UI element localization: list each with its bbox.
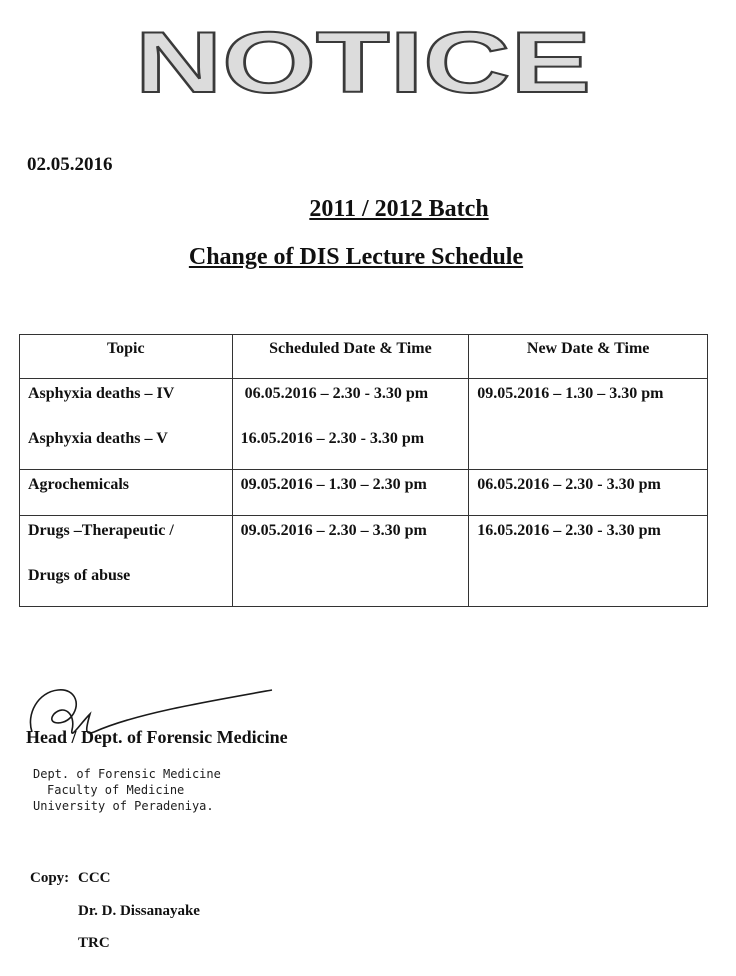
topic-cell bbox=[20, 470, 233, 516]
schedule-subtitle bbox=[0, 244, 736, 271]
stamp-line: Dept. of Forensic Medicine bbox=[33, 767, 221, 781]
new-cell bbox=[469, 516, 708, 607]
topic-line: Drugs of abuse bbox=[28, 567, 131, 584]
new-line bbox=[469, 424, 707, 469]
scheduled-cell bbox=[232, 379, 469, 470]
scheduled-line bbox=[233, 561, 469, 606]
column-header-new: New Date & Time bbox=[469, 335, 708, 379]
table-row bbox=[20, 379, 708, 470]
column-header-topic: Topic bbox=[20, 335, 233, 379]
notice-heading bbox=[128, 22, 598, 102]
batch-title bbox=[0, 196, 736, 223]
batch-title-text: 2011 / 2012 Batch bbox=[309, 196, 489, 222]
scheduled-cell bbox=[232, 516, 469, 607]
copy-recipient: TRC bbox=[78, 935, 110, 951]
topic-cell bbox=[20, 516, 233, 607]
stamp-line: University of Peradeniya. bbox=[33, 799, 214, 813]
copy-label: Copy: bbox=[30, 870, 70, 886]
scheduled-line: 09.05.2016 – 1.30 – 2.30 pm bbox=[240, 476, 427, 493]
column-header-scheduled: Scheduled Date & Time bbox=[232, 335, 469, 379]
signatory-title: Head / Dept. of Forensic Medicine bbox=[26, 727, 288, 747]
topic-line: Agrochemicals bbox=[28, 476, 130, 493]
schedule-subtitle-text: Change of DIS Lecture Schedule bbox=[188, 244, 524, 270]
notice-date: 02.05.2016 bbox=[27, 154, 113, 175]
table-row bbox=[20, 516, 708, 607]
new-cell bbox=[469, 379, 708, 470]
new-line: 09.05.2016 – 1.30 – 3.30 pm bbox=[477, 385, 664, 402]
table-header-row bbox=[20, 335, 708, 379]
copy-recipient: CCC bbox=[78, 870, 111, 886]
table-row bbox=[20, 470, 708, 516]
notice-heading-text: NOTICE bbox=[135, 22, 591, 102]
topic-line: Asphyxia deaths – IV bbox=[28, 385, 175, 402]
stamp-line: Faculty of Medicine bbox=[47, 783, 185, 797]
copy-recipient: Dr. D. Dissanayake bbox=[78, 903, 200, 919]
scheduled-line: 09.05.2016 – 2.30 – 3.30 pm bbox=[240, 522, 427, 539]
scheduled-line: 16.05.2016 – 2.30 - 3.30 pm bbox=[240, 430, 425, 447]
scheduled-line: 06.05.2016 – 2.30 - 3.30 pm bbox=[244, 385, 429, 402]
scheduled-cell bbox=[232, 470, 469, 516]
new-line: 06.05.2016 – 2.30 - 3.30 pm bbox=[477, 476, 661, 493]
topic-cell bbox=[20, 379, 233, 470]
topic-line: Drugs –Therapeutic / bbox=[28, 522, 174, 539]
schedule-table bbox=[19, 334, 708, 607]
new-line: 16.05.2016 – 2.30 - 3.30 pm bbox=[477, 522, 661, 539]
topic-line: Asphyxia deaths – V bbox=[28, 430, 168, 447]
department-stamp bbox=[33, 766, 221, 814]
new-line bbox=[469, 561, 707, 606]
new-cell bbox=[469, 470, 708, 516]
